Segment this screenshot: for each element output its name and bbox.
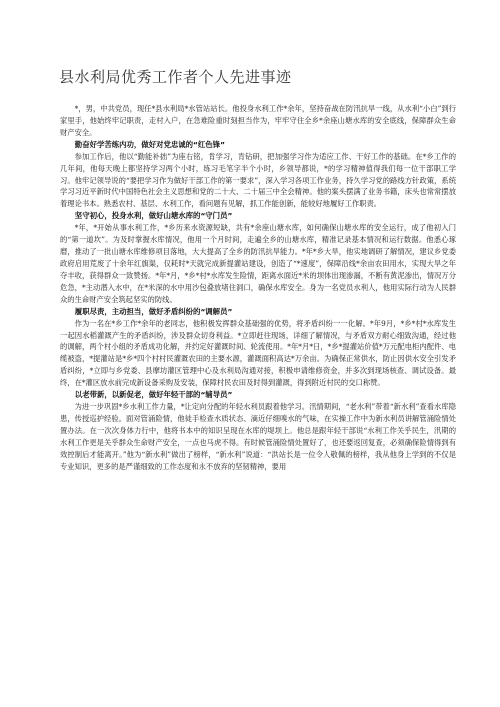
paragraph: *年，*开始从事水利工作，*乡历来水资源短缺，共有*余座山塘水库，如何确保山塘水库的安全运行，成了他初入门的“第一道坎”。为及时掌握水库情况，他用一个月时间，走遍全乡的山塘水库，精准记录基本情况和运行数据。他悉心琢磨，推动了一批山塘水库维修项目落地，大大提高了全乡的防汛抗旱能力。*年*乡大旱，他实地调研了解情况，建议乡党委政府启用荒废了十余年红旗渠，仅耗时*天就完成新提灌站建设，创造了“*速度”，保障沿线*余亩农田用水，实现大旱之年夺丰收，获得群众一致赞扬。*年*月，*乡*村*水库发生险情，距离水面近*米的坝体出现渗漏，不断有黄泥渗出，情况万分危急，*主动潜入水中，在*米深的水中用沙包叠放堵住洞口，确保水库安全。身为一名党员水利人，他用实际行动为人民群众的生命财产安全筑起坚实的防线。 bbox=[60, 223, 456, 304]
section-heading: 履职尽责，主动担当，做好矛盾纠纷的“调解员” bbox=[74, 306, 233, 316]
paragraph: 为进一步巩固*乡水利工作力量，*让定向分配的年轻水利员跟着他学习。汛情期间，“老水利”带着“新水利”查看水库隐患，传授巡护经验。面对管涌险情，他徒手检查水质状态、滴近仔细嗅水的气味，在实操工作中为新水利员讲解管涌险情处置办法。在一次次身体力行中，他将书本中的知识呈现在水库的堤坝上。他总是跟年轻干部说“水利工作关乎民生，汛期的水利工作更是关乎群众生命财产安全，一点也马虎不得。有时候管涌险情处置好了，也还要返回复查，必须确保险情得到有效控制后才能离开。”他为“新水利”做出了榜样，“新水利”说道：“洪站长是一位令人敬佩的榜样，我从他身上学到的不仅是专业知识，更多的是严谨细致的工作态度和永不放弃的坚韧精神，要用 bbox=[60, 402, 456, 471]
document-body bbox=[60, 103, 456, 472]
paragraph: *，男，中共党员，现任*县水利局*水管站站长。他投身水利工作*余年，坚持奋战在防汛抗旱一线，从水利“小白”到行家里手，他始终牢记职责，走村入户，在急难险重时刻担当作为，牢牢守住全乡*余座山塘水库的安全底线，保障群众生命财产安全。 bbox=[60, 104, 456, 137]
section-heading: 勤奋好学苦练内功，做好对党忠诚的“红色锋” bbox=[74, 139, 225, 149]
paragraph: 作为一名在*乡工作*余年的老同志，他积极发挥群众基础强的优势，将矛盾纠纷一一化解。*年9月，*乡*村*水库发生一起因水稻灌溉产生的矛盾纠纷，涉及群众切身利益。*立即赶往现场，详细了解情况，与矛盾双方耐心细致沟通，经过他的调解，两个村小组的矛盾成功化解，并约定好灌溉时间、轮流使用。*年*月*日，*乡*提灌站价值*万元配电柜内配件、电缆被盗，*提灌站是*乡*四个村村民灌溉农田的主要水源，灌溉面积高达*万余亩。为确保正常供水，防止因供水安全引发矛盾纠纷，*立即与乡党委、县摩坊灌区管理中心及水利局沟通对接，积极申请维修资金，并多次到现场核查、调试设备。最终，在*灌区放水前完成新设备采购及安装，保障村民农田及时得到灌溉，得到附近村民的交口称赞。 bbox=[60, 318, 456, 388]
paragraph: 参加工作后，他以“勤能补拙”为座右铭，肯学习，肯钻研，把加强学习作为适应工作、干好工作的基础。在*乡工作的几年间，他每天晚上都坚持学习两个小时，练习毛笔字半个小时，乡领导都说，*的学习精神值得我们每一位干部职工学习。他牢记领导说的“要把学习作为做好干部工作的第一要求”，深入学习各项工作业务，持久学习党的路线方针政策，系统学习习近平新时代中国特色社会主义思想和党的二十大、二十届三中全会精神。他的案头摆满了业务书籍，床头也常常摆放着理论书本。熟悉农村、基层、水利工作，看问题有见解，抓工作能创新，能较好地履好工作职责。 bbox=[60, 151, 456, 209]
section-heading: 以老带新，以新促老，做好年轻干部的“辅导员” bbox=[74, 390, 233, 400]
section-heading: 坚守初心，投身水利，做好山塘水库的“守门员” bbox=[74, 211, 233, 221]
document-title: 县水利局优秀工作者个人先进事迹 bbox=[59, 68, 292, 86]
